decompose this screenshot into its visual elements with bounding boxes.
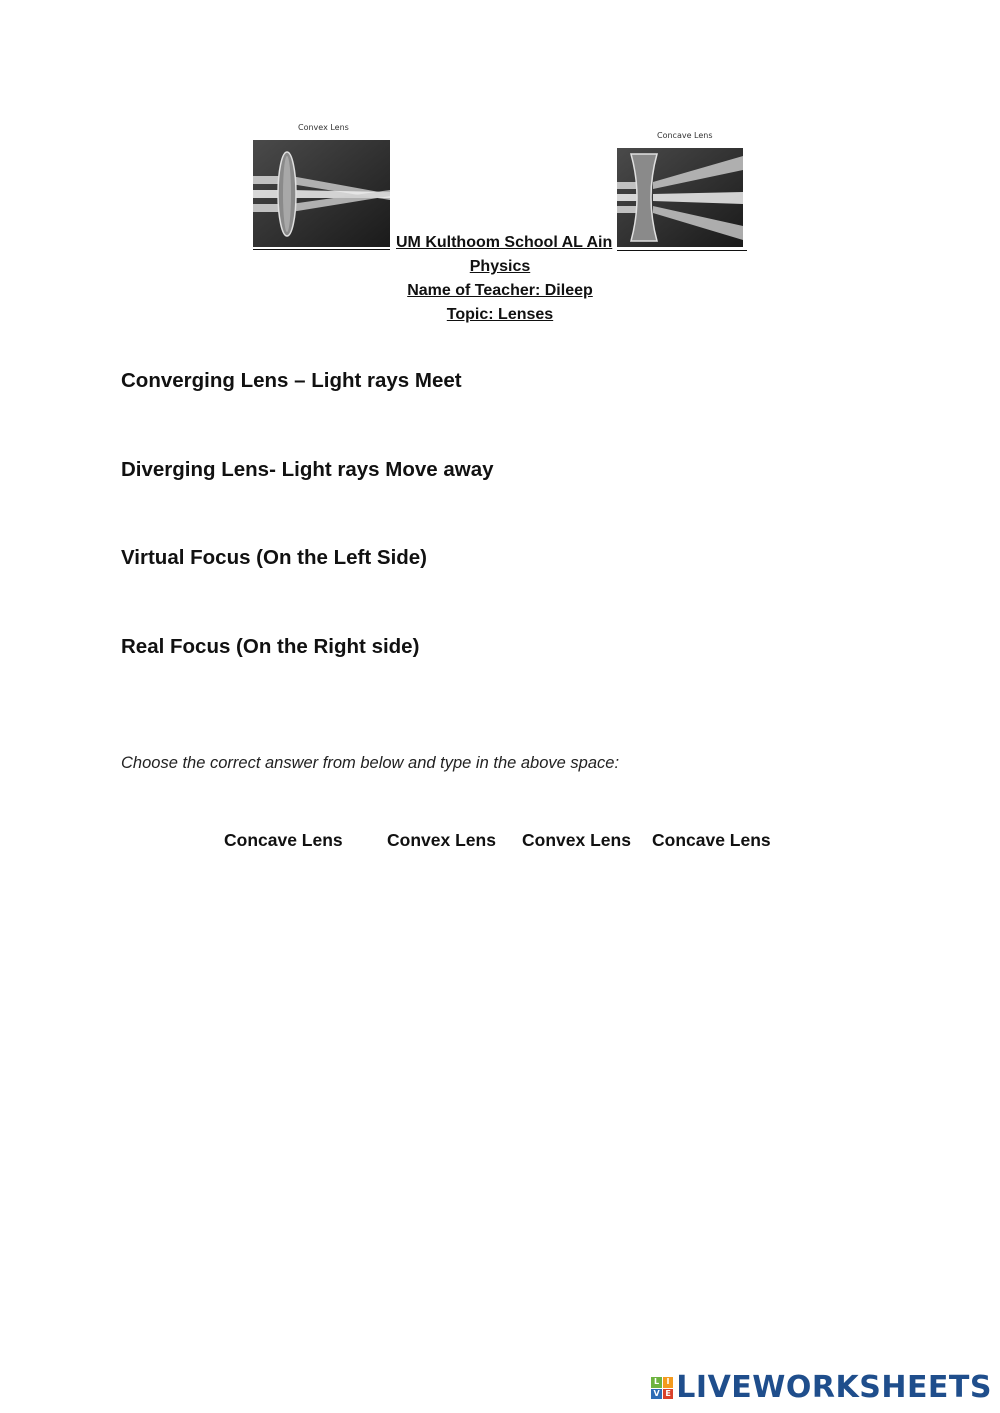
header-rule-left xyxy=(253,249,390,250)
school-name: UM Kulthoom School AL Ain xyxy=(396,234,613,251)
live-badge-icon: L I V E xyxy=(651,1377,673,1399)
instruction-text: Choose the correct answer from below and type in the above space: xyxy=(121,754,620,772)
question-diverging: Diverging Lens- Light rays Move away xyxy=(121,458,494,481)
header-rule-right xyxy=(617,250,747,251)
concave-lens-caption: Concave Lens xyxy=(657,131,713,140)
liveworksheets-logo xyxy=(651,1370,992,1405)
choice-convex-lens-2: Convex Lens xyxy=(522,830,631,850)
question-converging: Converging Lens – Light rays Meet xyxy=(121,369,462,392)
concave-lens-image xyxy=(617,148,743,247)
subject-title: Physics xyxy=(469,258,531,275)
choice-convex-lens-1: Convex Lens xyxy=(387,830,496,850)
question-virtual-focus: Virtual Focus (On the Left Side) xyxy=(121,546,428,569)
topic-title: Topic: Lenses xyxy=(446,306,554,323)
question-real-focus: Real Focus (On the Right side) xyxy=(121,635,420,658)
convex-lens-caption: Convex Lens xyxy=(298,123,349,132)
teacher-name: Name of Teacher: Dileep xyxy=(407,282,593,299)
choice-concave-lens-2: Concave Lens xyxy=(652,830,771,850)
convex-lens-image xyxy=(253,140,390,247)
choice-concave-lens-1: Concave Lens xyxy=(224,830,343,850)
liveworksheets-logo-text: LIVEWORKSHEETS xyxy=(676,1370,992,1405)
